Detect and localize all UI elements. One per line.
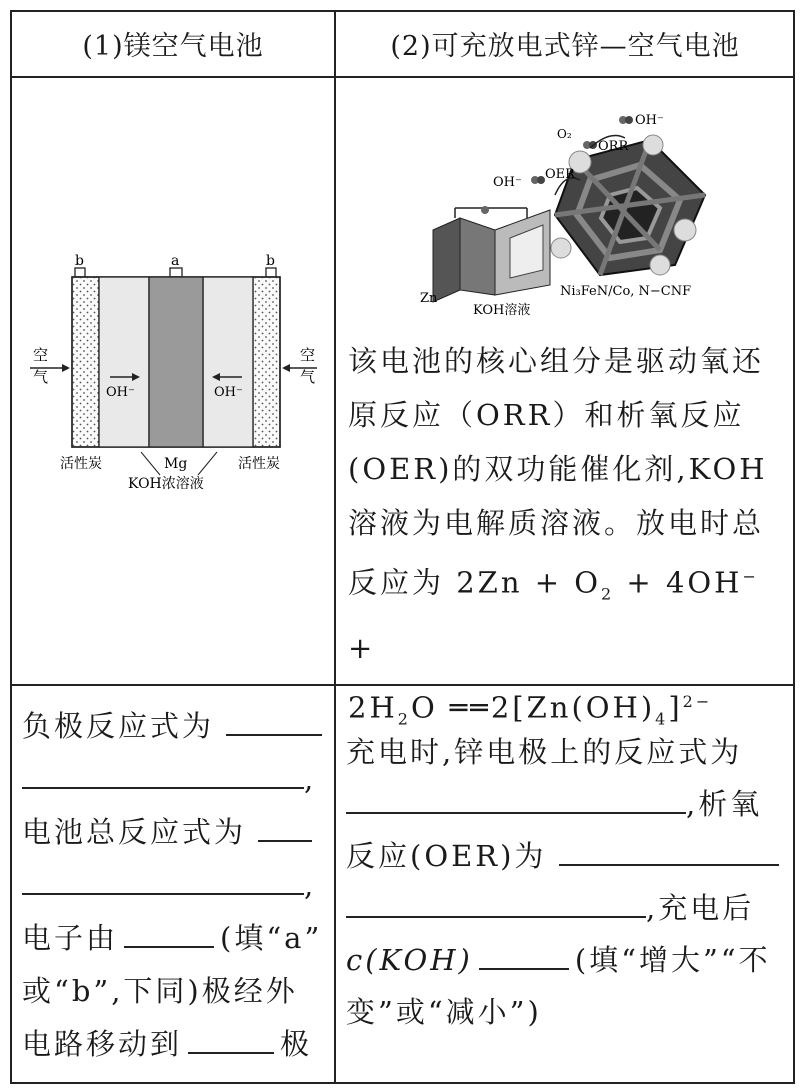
q1-line-6: 或“b”,下同)极经外 [22, 974, 298, 1008]
answer-blank-electron-from[interactable] [124, 945, 214, 948]
koh-label: KOH溶液 [473, 303, 531, 318]
mg-electrode [149, 277, 203, 447]
q2-line-1: 充电时,锌电极上的反应式为 [346, 735, 743, 769]
electrolyte-left [99, 277, 149, 447]
oh-label-left: OH⁻ [106, 385, 135, 400]
air-arrow-right [282, 364, 290, 372]
header-divider [10, 76, 795, 78]
zn-air-battery-diagram [415, 100, 715, 330]
q2-line-6: 变”或“减小”) [346, 995, 542, 1029]
mg-air-battery-diagram [12, 90, 334, 610]
zn-label: Zn [420, 291, 438, 306]
answer-blank-koh-change[interactable] [479, 967, 569, 970]
oh-label-right: OH⁻ [214, 385, 243, 400]
carbon-label-right: 活性炭 [238, 456, 280, 472]
question-2 [346, 726, 790, 1038]
air-label-left-2: 气 [33, 368, 49, 386]
label-b-right: b [266, 253, 275, 269]
orr-label: ORR [598, 139, 629, 154]
answer-blank-oer-reaction-cont[interactable] [346, 915, 646, 918]
carbon-label-left: 活性炭 [60, 456, 102, 472]
oer-label: OER [545, 167, 575, 182]
desc-line-6: $2H_2O$ $══2[Zn(OH)_4]^{2-}$ [348, 691, 713, 729]
q1-line-7: 电路移动到 极 [22, 1027, 313, 1061]
desc-line-5: 反应为 $2Zn + O_2 + 4OH^-$ + [348, 565, 759, 666]
answer-blank-electron-to[interactable] [188, 1051, 274, 1054]
q1-line-2: , [22, 753, 330, 806]
desc-line-4: 溶液为电解质溶液。放电时总 [348, 506, 765, 540]
oh-left-label: OH⁻ [493, 175, 522, 190]
air-label-right-2: 气 [300, 368, 316, 386]
air-label-right: 空 [300, 346, 316, 364]
q2-line-5: c(KOH) (填“增大”“不 [346, 943, 771, 977]
zn-description [348, 334, 788, 747]
desc-line-3: (OER)的双功能催化剂,KOH [348, 452, 768, 486]
terminal-b-left [75, 268, 85, 277]
answer-blank-zn-charge-reaction[interactable] [346, 811, 686, 814]
electrolyte-right [203, 277, 253, 447]
answer-blank-negative-electrode-cont[interactable] [22, 786, 304, 789]
terminal-b-right [266, 268, 276, 277]
activated-carbon-right [253, 277, 280, 447]
o2-label: O₂ [557, 127, 572, 141]
header-col2: (2)可充放电式锌—空气电池 [390, 30, 740, 62]
oh-top-label: OH⁻ [635, 113, 664, 128]
desc-line-2: 原反应（ORR）和析氧反应 [348, 398, 745, 432]
answer-blank-total-reaction-cont[interactable] [22, 892, 304, 895]
electrolyte-label: KOH浓溶液 [128, 476, 204, 492]
catalyst-cube [551, 135, 705, 275]
column-divider [334, 10, 336, 1084]
terminal-a [170, 268, 182, 277]
label-b-left: b [75, 253, 84, 269]
q1-line-3: 电池总反应式为 [22, 806, 330, 859]
q1-line-4: , [22, 859, 330, 912]
desc-line-1: 该电池的核心组分是驱动氧还 [348, 344, 765, 378]
header-col1: (1)镁空气电池 [82, 30, 264, 62]
zn-electrode [433, 218, 460, 302]
label-a: a [171, 253, 180, 269]
air-label-left: 空 [33, 346, 49, 364]
mg-label: Mg [164, 456, 188, 472]
answer-blank-oer-reaction[interactable] [559, 863, 779, 866]
q2-line-4: ,充电后 [346, 882, 790, 934]
answer-blank-total-reaction[interactable] [258, 839, 312, 842]
activated-carbon-left [72, 277, 99, 447]
catalyst-label: Ni₃FeN/Co, N−CNF [560, 284, 692, 299]
question-1 [22, 700, 330, 1071]
air-arrow-left [62, 364, 70, 372]
answer-blank-negative-electrode[interactable] [226, 733, 322, 736]
q1-line-5: 电子由 (填“a” [22, 921, 323, 955]
q1-line-1: 负极反应式为 [22, 700, 330, 753]
q2-line-3: 反应(OER)为 [346, 830, 790, 882]
q2-line-2: ,析氧 [346, 778, 790, 830]
